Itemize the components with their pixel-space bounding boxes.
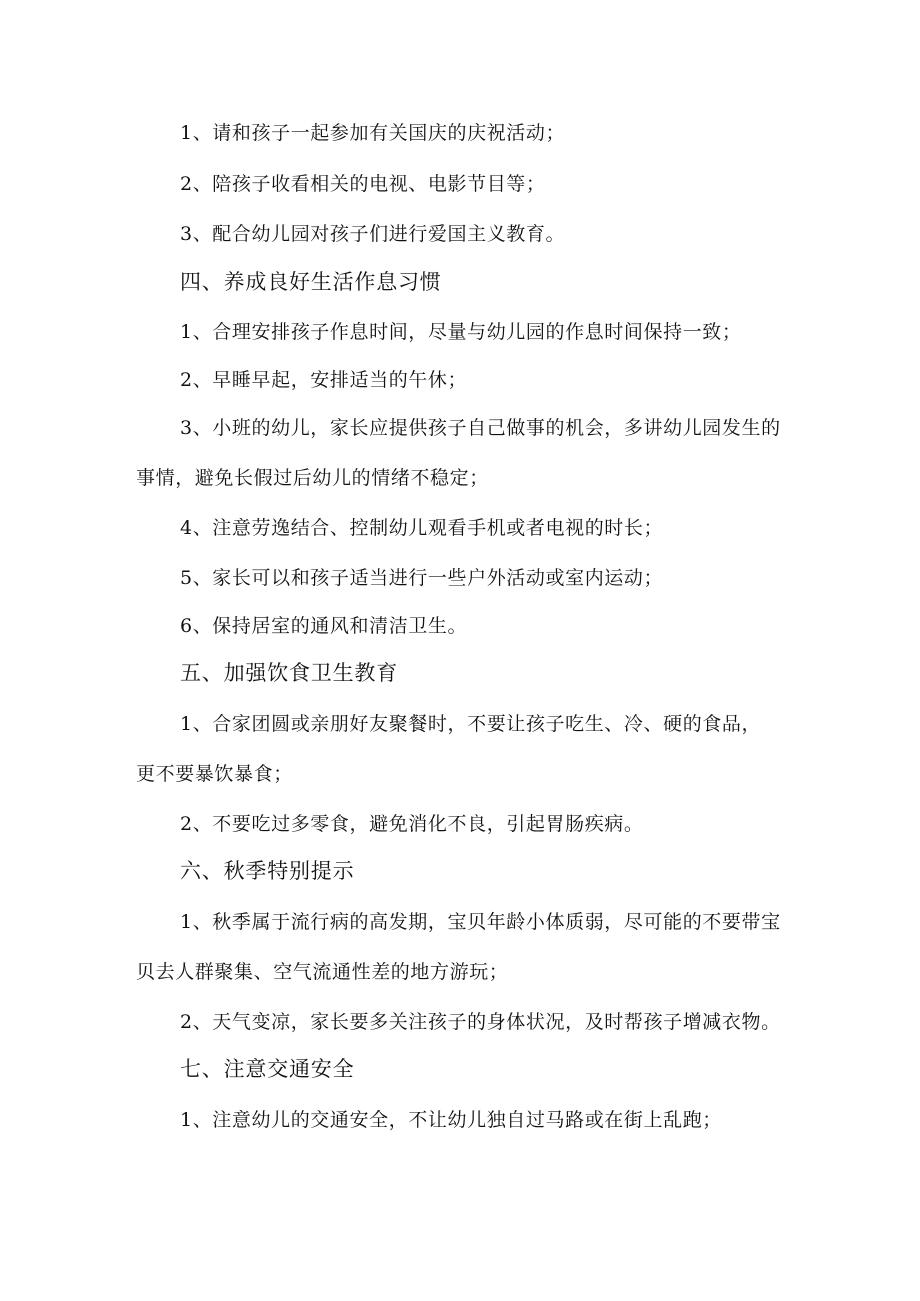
list-item: 1、请和孩子一起参加有关国庆的庆祝活动； <box>180 122 566 144</box>
list-item-continuation: 贝去人群聚集、空气流通性差的地方游玩； <box>136 961 509 983</box>
list-item: 3、配合幼儿园对孩子们进行爱国主义教育。 <box>180 223 566 245</box>
list-item: 2、不要吃过多零食，避免消化不良，引起胃肠疾病。 <box>180 813 644 835</box>
list-item: 1、合理安排孩子作息时间，尽量与幼儿园的作息时间保持一致； <box>180 321 742 343</box>
section-heading: 五、加强饮食卫生教育 <box>180 661 398 685</box>
list-item: 6、保持居室的通风和清洁卫生。 <box>180 615 468 637</box>
list-item: 4、注意劳逸结合、控制幼儿观看手机或者电视的时长； <box>180 517 664 539</box>
section-heading: 七、注意交通安全 <box>180 1057 355 1081</box>
list-item: 2、早睡早起，安排适当的午休； <box>180 369 468 391</box>
list-item: 3、小班的幼儿，家长应提供孩子自己做事的机会，多讲幼儿园发生的 <box>180 417 781 439</box>
list-item: 1、注意幼儿的交通安全，不让幼儿独自过马路或在街上乱跑； <box>180 1109 722 1131</box>
section-heading: 四、养成良好生活作息习惯 <box>180 270 442 294</box>
list-item: 2、陪孩子收看相关的电视、电影节目等； <box>180 173 546 195</box>
list-item: 1、秋季属于流行病的高发期，宝贝年龄小体质弱，尽可能的不要带宝 <box>180 911 781 933</box>
section-heading: 六、秋季特别提示 <box>180 859 355 883</box>
list-item: 5、家长可以和孩子适当进行一些户外活动或室内运动； <box>180 567 664 589</box>
list-item-continuation: 更不要暴饮暴食； <box>136 763 293 785</box>
list-item: 1、合家团圆或亲朋好友聚餐时，不要让孩子吃生、冷、硬的食品， <box>180 713 762 735</box>
list-item-continuation: 事情，避免长假过后幼儿的情绪不稳定； <box>136 467 489 489</box>
list-item: 2、天气变凉，家长要多关注孩子的身体状况，及时帮孩子增减衣物。 <box>180 1011 781 1033</box>
